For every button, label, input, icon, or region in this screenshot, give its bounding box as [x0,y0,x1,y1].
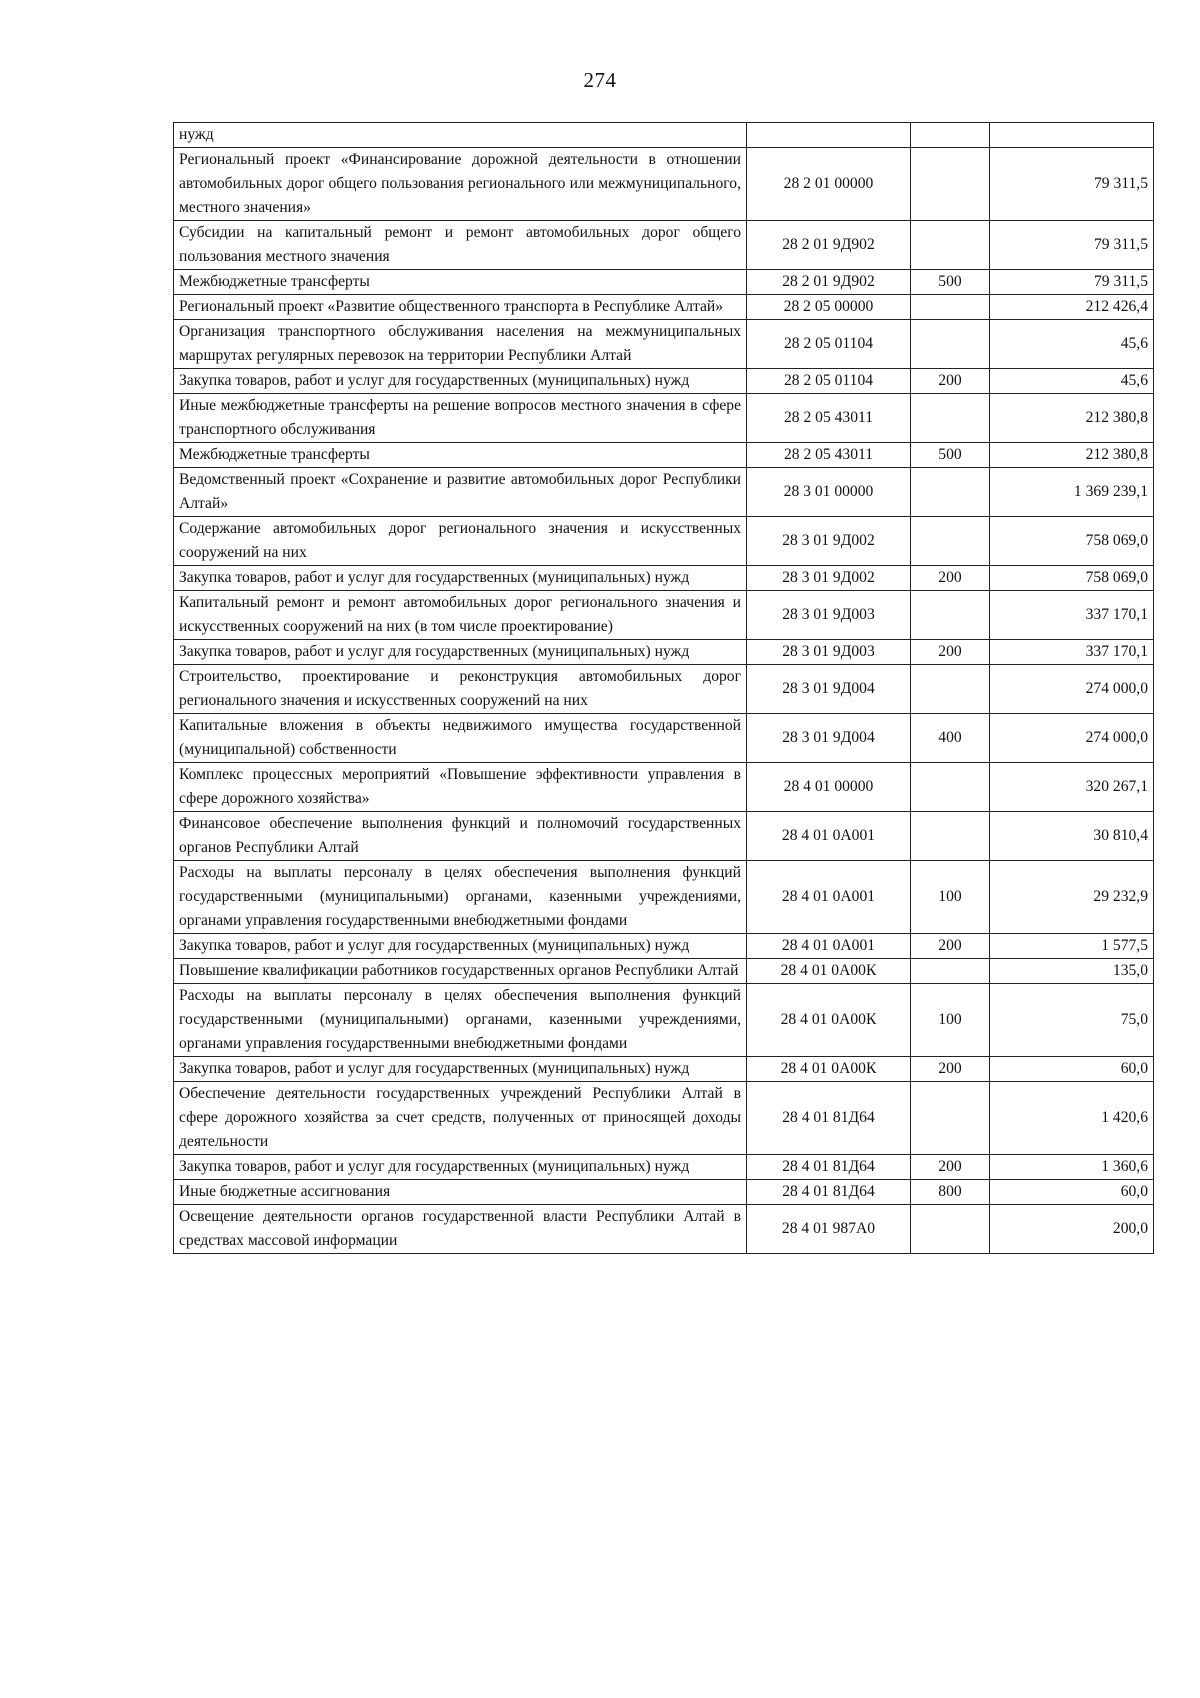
table-row [174,714,1154,763]
table-row [174,959,1154,984]
row-amount-cell: 1 420,6 [990,1082,1154,1155]
row-amount-cell: 200,0 [990,1205,1154,1254]
row-name-cell: Расходы на выплаты персоналу в целях обеспечения выполнения функций государственными (муниципальными) органами, казенными учреждениями, органами управления государственными внебюджетными фондами [174,984,747,1057]
row-code-cell: 28 4 01 0А001 [747,934,911,959]
row-name-cell: Расходы на выплаты персоналу в целях обеспечения выполнения функций государственными (муниципальными) органами, казенными учреждениями, органами управления государственными внебюджетными фондами [174,861,747,934]
row-amount-cell: 212 380,8 [990,394,1154,443]
row-expense-type-cell [911,959,990,984]
row-name-cell: Закупка товаров, работ и услуг для государственных (муниципальных) нужд [174,369,747,394]
row-expense-type-cell [911,295,990,320]
table-row [174,468,1154,517]
row-expense-type-cell [911,394,990,443]
row-name-cell: Финансовое обеспечение выполнения функций и полномочий государственных органов Республики Алтай [174,812,747,861]
table-row [174,1155,1154,1180]
table-row [174,591,1154,640]
row-amount-cell: 758 069,0 [990,566,1154,591]
row-amount-cell: 79 311,5 [990,221,1154,270]
row-code-cell: 28 2 05 01104 [747,320,911,369]
table-row [174,934,1154,959]
row-code-cell: 28 4 01 0А00К [747,984,911,1057]
table-row [174,1205,1154,1254]
row-name-cell: Капитальный ремонт и ремонт автомобильных дорог регионального значения и искусственных сооружений на них (в том числе проектирование) [174,591,747,640]
row-amount-cell: 1 369 239,1 [990,468,1154,517]
row-name-cell: Содержание автомобильных дорог регионального значения и искусственных сооружений на них [174,517,747,566]
row-expense-type-cell: 500 [911,270,990,295]
row-name-cell: Иные межбюджетные трансферты на решение вопросов местного значения в сфере транспортного обслуживания [174,394,747,443]
table-row [174,566,1154,591]
row-expense-type-cell [911,1082,990,1155]
row-name-cell: Капитальные вложения в объекты недвижимого имущества государственной (муниципальной) собственности [174,714,747,763]
row-expense-type-cell: 200 [911,566,990,591]
row-code-cell: 28 4 01 0А001 [747,812,911,861]
table-row [174,369,1154,394]
row-name-cell: Межбюджетные трансферты [174,443,747,468]
table-row [174,984,1154,1057]
table-row [174,665,1154,714]
row-expense-type-cell: 200 [911,640,990,665]
row-amount-cell: 1 360,6 [990,1155,1154,1180]
row-name-cell: Освещение деятельности органов государственной власти Республики Алтай в средствах массовой информации [174,1205,747,1254]
row-name-cell: Закупка товаров, работ и услуг для государственных (муниципальных) нужд [174,1155,747,1180]
table-row [174,443,1154,468]
row-amount-cell: 1 577,5 [990,934,1154,959]
row-code-cell: 28 4 01 00000 [747,763,911,812]
row-code-cell: 28 2 05 01104 [747,369,911,394]
row-amount-cell: 758 069,0 [990,517,1154,566]
row-code-cell: 28 3 01 9Д003 [747,591,911,640]
row-code-cell: 28 4 01 81Д64 [747,1082,911,1155]
row-amount-cell: 274 000,0 [990,665,1154,714]
row-expense-type-cell [911,812,990,861]
row-expense-type-cell: 100 [911,984,990,1057]
row-expense-type-cell [911,517,990,566]
row-code-cell: 28 2 05 00000 [747,295,911,320]
row-amount-cell: 30 810,4 [990,812,1154,861]
row-code-cell: 28 2 01 9Д902 [747,221,911,270]
row-expense-type-cell: 200 [911,369,990,394]
row-expense-type-cell: 200 [911,1057,990,1082]
page-number: 274 [583,68,617,92]
row-expense-type-cell: 200 [911,1155,990,1180]
row-name-cell: Строительство, проектирование и реконструкция автомобильных дорог регионального значения и искусственных сооружений на них [174,665,747,714]
row-expense-type-cell [911,1205,990,1254]
table-row [174,763,1154,812]
row-code-cell: 28 3 01 9Д002 [747,566,911,591]
table-row [174,1082,1154,1155]
row-expense-type-cell: 800 [911,1180,990,1205]
row-name-cell: Закупка товаров, работ и услуг для государственных (муниципальных) нужд [174,566,747,591]
row-expense-type-cell [911,123,990,148]
row-expense-type-cell [911,221,990,270]
row-name-cell: Региональный проект «Финансирование дорожной деятельности в отношении автомобильных дорог общего пользования регионального или межмуниципального, местного значения» [174,148,747,221]
row-expense-type-cell: 500 [911,443,990,468]
row-code-cell: 28 4 01 81Д64 [747,1155,911,1180]
row-expense-type-cell [911,148,990,221]
row-amount-cell: 45,6 [990,369,1154,394]
budget-table-body [174,123,1154,1254]
row-code-cell: 28 4 01 0А001 [747,861,911,934]
row-code-cell: 28 4 01 0А00К [747,959,911,984]
row-expense-type-cell: 200 [911,934,990,959]
table-row [174,221,1154,270]
row-expense-type-cell: 100 [911,861,990,934]
table-row [174,123,1154,148]
row-name-cell: Ведомственный проект «Сохранение и развитие автомобильных дорог Республики Алтай» [174,468,747,517]
row-code-cell [747,123,911,148]
row-name-cell: Региональный проект «Развитие общественного транспорта в Республике Алтай» [174,295,747,320]
row-code-cell: 28 3 01 00000 [747,468,911,517]
row-expense-type-cell [911,591,990,640]
row-name-cell: Закупка товаров, работ и услуг для государственных (муниципальных) нужд [174,934,747,959]
row-name-cell: Обеспечение деятельности государственных учреждений Республики Алтай в сфере дорожного хозяйства за счет средств, полученных от приносящей доходы деятельности [174,1082,747,1155]
row-amount-cell: 135,0 [990,959,1154,984]
budget-table [173,122,1154,1254]
row-expense-type-cell [911,763,990,812]
table-row [174,1180,1154,1205]
row-name-cell: Иные бюджетные ассигнования [174,1180,747,1205]
row-amount-cell: 320 267,1 [990,763,1154,812]
row-name-cell: Комплекс процессных мероприятий «Повышение эффективности управления в сфере дорожного хозяйства» [174,763,747,812]
row-code-cell: 28 2 01 9Д902 [747,270,911,295]
table-row [174,1057,1154,1082]
table-row [174,861,1154,934]
row-code-cell: 28 2 01 00000 [747,148,911,221]
row-name-cell: Закупка товаров, работ и услуг для государственных (муниципальных) нужд [174,1057,747,1082]
table-row [174,394,1154,443]
row-amount-cell: 60,0 [990,1057,1154,1082]
row-amount-cell [990,123,1154,148]
row-code-cell: 28 4 01 81Д64 [747,1180,911,1205]
row-code-cell: 28 3 01 9Д002 [747,517,911,566]
row-amount-cell: 212 380,8 [990,443,1154,468]
row-code-cell: 28 3 01 9Д003 [747,640,911,665]
row-amount-cell: 45,6 [990,320,1154,369]
row-amount-cell: 274 000,0 [990,714,1154,763]
table-row [174,517,1154,566]
row-name-cell: Повышение квалификации работников государственных органов Республики Алтай [174,959,747,984]
row-expense-type-cell [911,468,990,517]
table-row [174,270,1154,295]
row-amount-cell: 79 311,5 [990,148,1154,221]
row-amount-cell: 337 170,1 [990,591,1154,640]
row-code-cell: 28 4 01 0А00К [747,1057,911,1082]
row-amount-cell: 75,0 [990,984,1154,1057]
row-name-cell: Межбюджетные трансферты [174,270,747,295]
row-code-cell: 28 3 01 9Д004 [747,714,911,763]
row-code-cell: 28 3 01 9Д004 [747,665,911,714]
row-amount-cell: 212 426,4 [990,295,1154,320]
row-amount-cell: 60,0 [990,1180,1154,1205]
row-name-cell: нужд [174,123,747,148]
row-code-cell: 28 2 05 43011 [747,394,911,443]
row-code-cell: 28 2 05 43011 [747,443,911,468]
table-row [174,148,1154,221]
row-expense-type-cell [911,320,990,369]
table-row [174,812,1154,861]
row-name-cell: Организация транспортного обслуживания населения на межмуниципальных маршрутах регулярных перевозок на территории Республики Алтай [174,320,747,369]
row-amount-cell: 29 232,9 [990,861,1154,934]
row-expense-type-cell: 400 [911,714,990,763]
row-name-cell: Закупка товаров, работ и услуг для государственных (муниципальных) нужд [174,640,747,665]
row-expense-type-cell [911,665,990,714]
row-amount-cell: 79 311,5 [990,270,1154,295]
table-row [174,320,1154,369]
row-name-cell: Субсидии на капитальный ремонт и ремонт автомобильных дорог общего пользования местного значения [174,221,747,270]
row-amount-cell: 337 170,1 [990,640,1154,665]
table-row [174,640,1154,665]
row-code-cell: 28 4 01 987А0 [747,1205,911,1254]
table-row [174,295,1154,320]
